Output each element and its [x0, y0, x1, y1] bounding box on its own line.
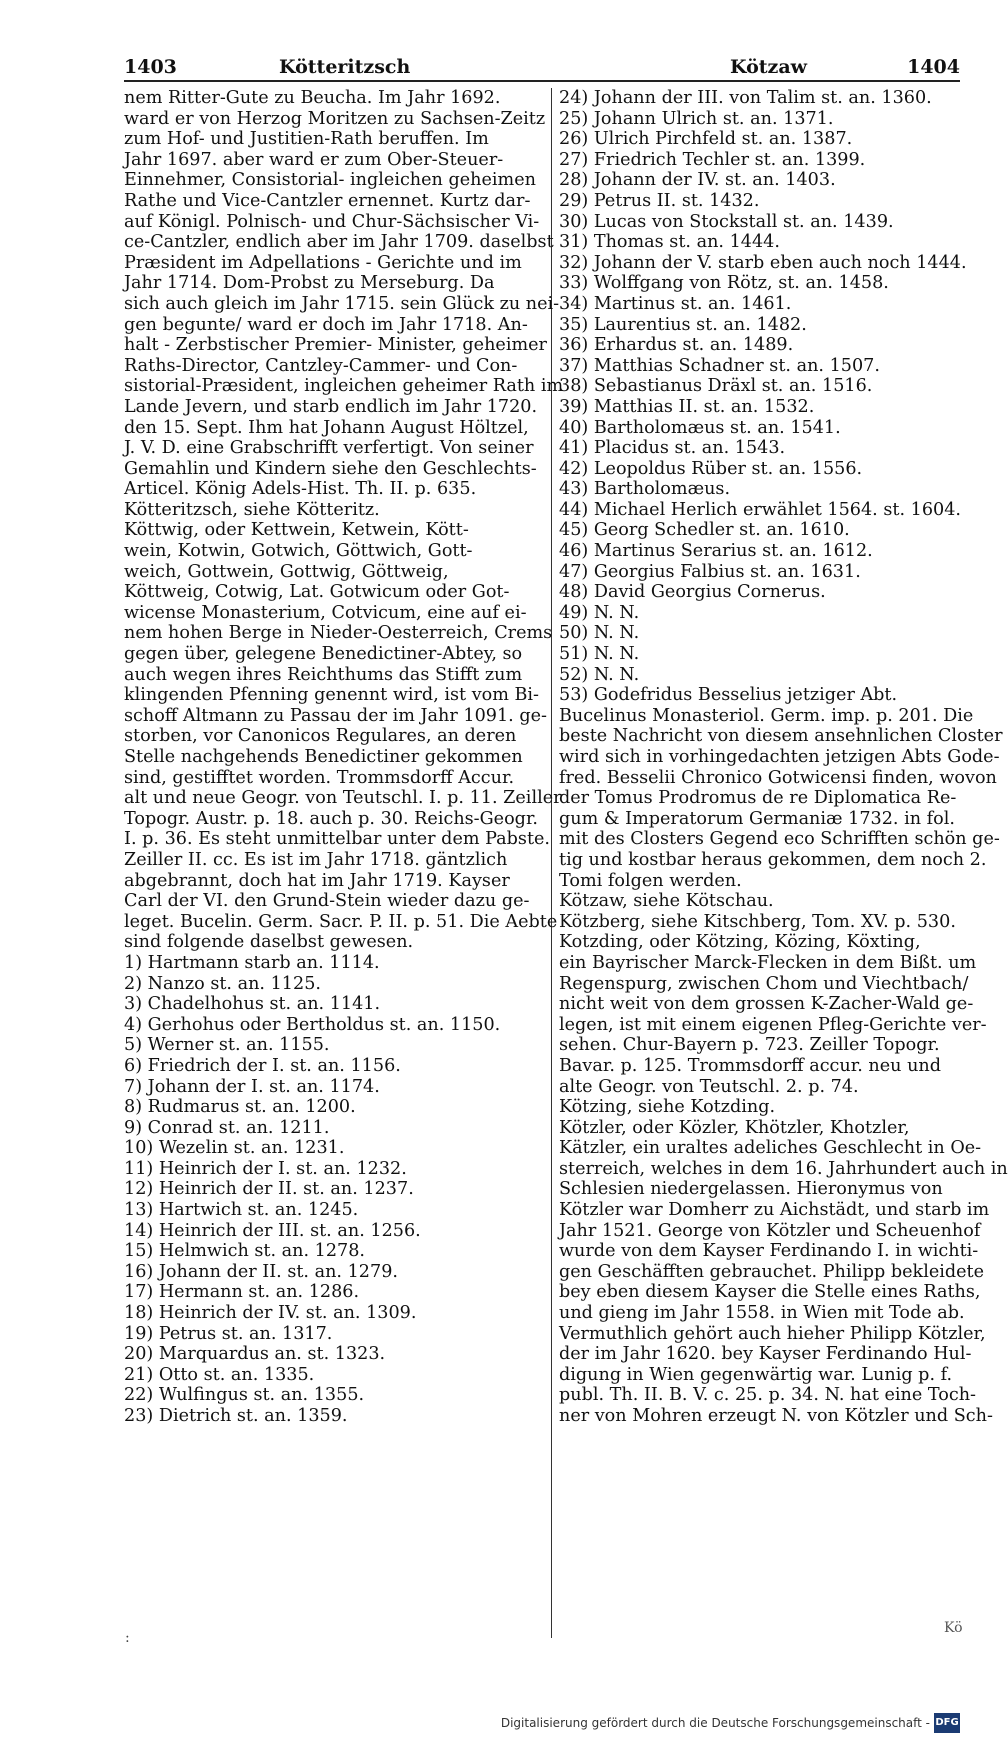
left-column-line: sind, gestifftet worden. Trommsdorff Accur.: [124, 767, 515, 788]
right-column-line: 40) Bartholomæus st. an. 1541.: [559, 417, 841, 438]
right-column-line: 32) Johann der V. starb eben auch noch 1444.: [559, 252, 967, 273]
left-column-line: 22) Wulfingus st. an. 1355.: [124, 1385, 365, 1406]
right-column-line: bey eben diesem Kayser die Stelle eines Raths,: [559, 1282, 981, 1303]
left-column-line: Kötteritzsch, siehe Kötteritz.: [124, 499, 380, 520]
left-column-line: Köttweig, Cotwig, Lat. Gotwicum oder Got-: [124, 582, 510, 603]
left-column-line: leget. Bucelin. Germ. Sacr. P. II. p. 51. Die Aebte: [124, 911, 558, 932]
left-column-line: 5) Werner st. an. 1155.: [124, 1035, 330, 1056]
left-column-line: halt - Zerbstischer Premier- Minister, geheimer: [124, 335, 547, 356]
right-column-line: 36) Erhardus st. an. 1489.: [559, 335, 794, 356]
right-column-line: fred. Besselii Chronico Gotwicensi finden, wovon: [559, 767, 997, 788]
right-column-line: und gieng im Jahr 1558. in Wien mit Tode ab.: [559, 1303, 965, 1324]
right-column-line: 38) Sebastianus Dräxl st. an. 1516.: [559, 376, 873, 397]
left-column-line: auf Königl. Polnisch- und Chur-Sächsischer Vi-: [124, 211, 540, 232]
left-column-line: 15) Helmwich st. an. 1278.: [124, 1241, 366, 1262]
right-column-line: tig und kostbar heraus gekommen, dem noch 2.: [559, 849, 987, 870]
left-column-line: 14) Heinrich der III. st. an. 1256.: [124, 1220, 421, 1241]
left-column-line: abgebrannt, doch hat im Jahr 1719. Kayser: [124, 870, 510, 891]
right-column-line: 34) Martinus st. an. 1461.: [559, 293, 792, 314]
right-column-line: 29) Petrus II. st. 1432.: [559, 190, 760, 211]
right-column-line: legen, ist mit einem eigenen Pfleg-Gerichte ver-: [559, 1014, 987, 1035]
right-column-line: alte Geogr. von Teutschl. 2. p. 74.: [559, 1076, 859, 1097]
page-header: [124, 56, 960, 82]
right-column-line: 24) Johann der III. von Talim st. an. 1360.: [559, 88, 932, 108]
right-column-line: 26) Ulrich Pirchfeld st. an. 1387.: [559, 129, 853, 150]
left-column-line: 19) Petrus st. an. 1317.: [124, 1323, 333, 1344]
left-page-number: 1403: [124, 56, 177, 78]
left-column-line: Jahr 1697. aber ward er zum Ober-Steuer-: [124, 149, 504, 170]
right-column-line: Kötzaw, siehe Kötschau.: [559, 891, 774, 912]
left-column-line: storben, vor Canonicos Regulares, an deren: [124, 726, 517, 747]
right-column-line: digung in Wien gegenwärtig war. Lunig p. f.: [559, 1364, 953, 1385]
digitization-footer: [500, 1713, 960, 1735]
right-column-line: beste Nachricht von diesem ansehnlichen Closter: [559, 726, 1003, 747]
left-column-line: Einnehmer, Consistorial- ingleichen geheimen: [124, 170, 536, 191]
left-column-line: den 15. Sept. Ihm hat Johann August Höltzel,: [124, 417, 529, 438]
left-column-line: Köttwig, oder Kettwein, Ketwein, Kött-: [124, 520, 469, 541]
right-column-line: mit des Closters Gegend eco Schrifften schön ge-: [559, 829, 1000, 850]
left-column-line: 17) Hermann st. an. 1286.: [124, 1282, 360, 1303]
left-column-line: Rathe und Vice-Cantzler ernennet. Kurtz dar-: [124, 190, 531, 211]
left-column-line: alt und neue Geogr. von Teutschl. I. p. 11. Zeiller: [124, 788, 562, 809]
left-column-line: Zeiller II. cc. Es ist im Jahr 1718. gäntzlich: [124, 849, 508, 870]
right-column-line: wird sich in vorhingedachten jetzigen Abts Gode-: [559, 747, 1000, 767]
right-column-line: 46) Martinus Serarius st. an. 1612.: [559, 541, 873, 562]
left-column-line: 11) Heinrich der I. st. an. 1232.: [124, 1158, 407, 1179]
left-column-line: 2) Nanzo st. an. 1125.: [124, 973, 321, 994]
left-column-line: 20) Marquardus an. st. 1323.: [124, 1344, 386, 1365]
column-divider: [551, 88, 552, 1638]
left-column-line: nem Ritter-Gute zu Beucha. Im Jahr 1692.: [124, 88, 501, 108]
right-column-line: 31) Thomas st. an. 1444.: [559, 232, 780, 253]
left-column-line: Stelle nachgehends Benedictiner gekommen: [124, 747, 523, 767]
right-column-line: 33) Wolffgang von Rötz, st. an. 1458.: [559, 273, 889, 294]
right-column-line: 37) Matthias Schadner st. an. 1507.: [559, 355, 880, 376]
right-column-line: Schlesien niedergelassen. Hieronymus von: [559, 1179, 943, 1200]
left-column-line: Topogr. Austr. p. 18. auch p. 30. Reichs-Geogr.: [124, 808, 539, 829]
left-column-line: 6) Friedrich der I. st. an. 1156.: [124, 1055, 401, 1076]
left-column-line: wicense Monasterium, Cotvicum, eine auf ei-: [124, 602, 527, 623]
left-column-line: 10) Wezelin st. an. 1231.: [124, 1138, 345, 1159]
right-column-line: 53) Godefridus Besselius jetziger Abt.: [559, 685, 898, 706]
left-column-line: gen begunte/ ward er doch im Jahr 1718. An-: [124, 314, 528, 335]
left-column-line: nem hohen Berge in Nieder-Oesterreich, Crems: [124, 623, 553, 644]
left-column-line: Gemahlin und Kindern siehe den Geschlechts-: [124, 458, 537, 479]
right-column-line: der Tomus Prodromus de re Diplomatica Re-: [559, 788, 957, 809]
catchword: Kö: [944, 1620, 963, 1636]
right-column-line: 42) Leopoldus Rüber st. an. 1556.: [559, 458, 863, 479]
left-column-line: 4) Gerhohus oder Bertholdus st. an. 1150.: [124, 1014, 501, 1035]
footer-text: Digitalisierung gefördert durch die Deutsche Forschungsgemeinschaft -: [500, 1716, 930, 1730]
left-column-line: 8) Rudmarus st. an. 1200.: [124, 1097, 356, 1118]
left-column-line: sind folgende daselbst gewesen.: [124, 932, 414, 953]
left-column-line: 23) Dietrich st. an. 1359.: [124, 1406, 348, 1426]
right-column-line: 25) Johann Ulrich st. an. 1371.: [559, 108, 834, 129]
right-column-line: 49) N. N.: [559, 602, 640, 623]
right-column-line: Kötzberg, siehe Kitschberg, Tom. XV. p. 530.: [559, 911, 956, 932]
left-column-line: 3) Chadelhohus st. an. 1141.: [124, 994, 381, 1015]
right-column-line: Bucelinus Monasteriol. Germ. imp. p. 201. Die: [559, 705, 974, 726]
right-column-line: 43) Bartholomæus.: [559, 479, 731, 500]
left-column-line: 9) Conrad st. an. 1211.: [124, 1117, 330, 1138]
right-running-title: Kötzaw: [730, 56, 808, 78]
right-column-line: Vermuthlich gehört auch hieher Philipp Kötzler,: [559, 1323, 986, 1344]
right-column-line: Kötzler, oder Közler, Khötzler, Khotzler,: [559, 1117, 910, 1138]
right-column-line: Regenspurg, zwischen Chom und Viechtbach/: [559, 973, 969, 994]
left-column-line: gegen über, gelegene Benedictiner-Abtey, so: [124, 644, 523, 665]
left-column-line: Præsident im Adpellations - Gerichte und im: [124, 252, 522, 273]
left-column-line: J. V. D. eine Grabschrifft verfertigt. Von seiner: [124, 438, 534, 459]
right-column-line: 28) Johann der IV. st. an. 1403.: [559, 170, 836, 191]
right-column-line: 35) Laurentius st. an. 1482.: [559, 314, 807, 335]
right-column-line: 50) N. N.: [559, 623, 640, 644]
right-column-line: 47) Georgius Falbius st. an. 1631.: [559, 561, 861, 582]
right-column-line: 44) Michael Herlich erwählet 1564. st. 1604.: [559, 499, 962, 520]
left-column-line: klingenden Pfenning genennt wird, ist vom Bi-: [124, 685, 539, 706]
right-column-line: wurde von dem Kayser Ferdinando I. in wichti-: [559, 1241, 979, 1262]
right-column-line: 27) Friedrich Techler st. an. 1399.: [559, 149, 866, 170]
right-column-line: Jahr 1521. George von Kötzler und Scheuenhof: [559, 1220, 981, 1241]
right-column: [559, 88, 1008, 1427]
right-column-line: 52) N. N.: [559, 664, 640, 685]
right-page-number: 1404: [907, 56, 960, 78]
left-column-line: sistorial-Præsident, ingleichen geheimer Rath im: [124, 376, 564, 397]
left-column-line: 18) Heinrich der IV. st. an. 1309.: [124, 1303, 417, 1324]
right-column-line: der im Jahr 1620. bey Kayser Ferdinando Hul-: [559, 1344, 972, 1365]
right-column-line: ner von Mohren erzeugt N. von Kötzler und Sch-: [559, 1406, 993, 1426]
left-column-line: Carl der VI. den Grund-Stein wieder dazu ge-: [124, 891, 530, 912]
right-column-line: 39) Matthias II. st. an. 1532.: [559, 396, 815, 417]
right-column-line: 45) Georg Schedler st. an. 1610.: [559, 520, 850, 541]
right-column-line: Kötzing, siehe Kotzding.: [559, 1097, 776, 1118]
left-column-line: Raths-Director, Cantzley-Cammer- und Con-: [124, 355, 518, 376]
right-column-line: Bavar. p. 125. Trommsdorff accur. neu und: [559, 1055, 941, 1076]
right-column-line: sterreich, welches in dem 16. Jahrhundert auch in: [559, 1158, 1008, 1179]
left-running-title: Kötteritzsch: [279, 56, 411, 78]
left-column-line: I. p. 36. Es steht unmittelbar unter dem Pabste.: [124, 829, 551, 850]
left-column-line: 7) Johann der I. st. an. 1174.: [124, 1076, 380, 1097]
right-column-line: 41) Placidus st. an. 1543.: [559, 438, 786, 459]
left-column-line: sich auch gleich im Jahr 1715. sein Glück zu nei-: [124, 293, 560, 314]
right-column-line: sehen. Chur-Bayern p. 723. Zeiller Topogr.: [559, 1035, 940, 1056]
left-column-line: auch wegen ihres Reichthums das Stifft zum: [124, 664, 523, 685]
right-column-line: publ. Th. II. B. V. c. 25. p. 34. N. hat eine Toch-: [559, 1385, 976, 1406]
right-column-line: 51) N. N.: [559, 644, 640, 665]
right-column-line: 48) David Georgius Cornerus.: [559, 582, 826, 603]
left-column-line: 21) Otto st. an. 1335.: [124, 1364, 315, 1385]
left-column-line: schoff Altmann zu Passau der im Jahr 1091. ge-: [124, 705, 547, 726]
right-column-line: Tomi folgen werden.: [559, 870, 742, 891]
left-column-line: ward er von Herzog Moritzen zu Sachsen-Zeitz: [124, 108, 546, 129]
left-column: [124, 88, 564, 1427]
right-column-line: Kotzding, oder Kötzing, Közing, Köxting,: [559, 932, 921, 953]
left-column-line: ce-Cantzler, endlich aber im Jahr 1709. daselbst: [124, 232, 554, 253]
right-column-line: gen Geschäfften gebrauchet. Philipp bekleidete: [559, 1261, 985, 1282]
margin-mark: :: [125, 1630, 130, 1646]
right-column-line: Kötzler war Domherr zu Aichstädt, und starb im: [559, 1200, 990, 1221]
left-column-line: 1) Hartmann starb an. 1114.: [124, 952, 380, 973]
left-column-line: 13) Hartwich st. an. 1245.: [124, 1200, 359, 1221]
right-column-line: Kätzler, ein uraltes adeliches Geschlecht in Oe-: [559, 1138, 982, 1159]
left-column-line: Articel. König Adels-Hist. Th. II. p. 635.: [124, 479, 477, 500]
right-column-line: 30) Lucas von Stockstall st. an. 1439.: [559, 211, 894, 232]
left-column-line: Lande Jevern, und starb endlich im Jahr 1720.: [124, 396, 538, 417]
left-column-line: weich, Gottwein, Gottwig, Göttweig,: [124, 561, 449, 582]
right-column-line: ein Bayrischer Marck-Flecken in dem Bißt. um: [559, 952, 977, 973]
dfg-logo-icon: DFG: [934, 1713, 960, 1733]
right-column-line: gum & Imperatorum Germaniæ 1732. in fol.: [559, 808, 955, 829]
left-column-line: zum Hof- und Justitien-Rath beruffen. Im: [124, 129, 489, 150]
right-column-line: nicht weit von dem grossen K-Zacher-Wald ge-: [559, 994, 974, 1015]
left-column-line: 12) Heinrich der II. st. an. 1237.: [124, 1179, 414, 1200]
left-column-line: wein, Kotwin, Gotwich, Göttwich, Gott-: [124, 541, 473, 562]
left-column-line: Jahr 1714. Dom-Probst zu Merseburg. Da: [124, 273, 495, 294]
left-column-line: 16) Johann der II. st. an. 1279.: [124, 1261, 398, 1282]
